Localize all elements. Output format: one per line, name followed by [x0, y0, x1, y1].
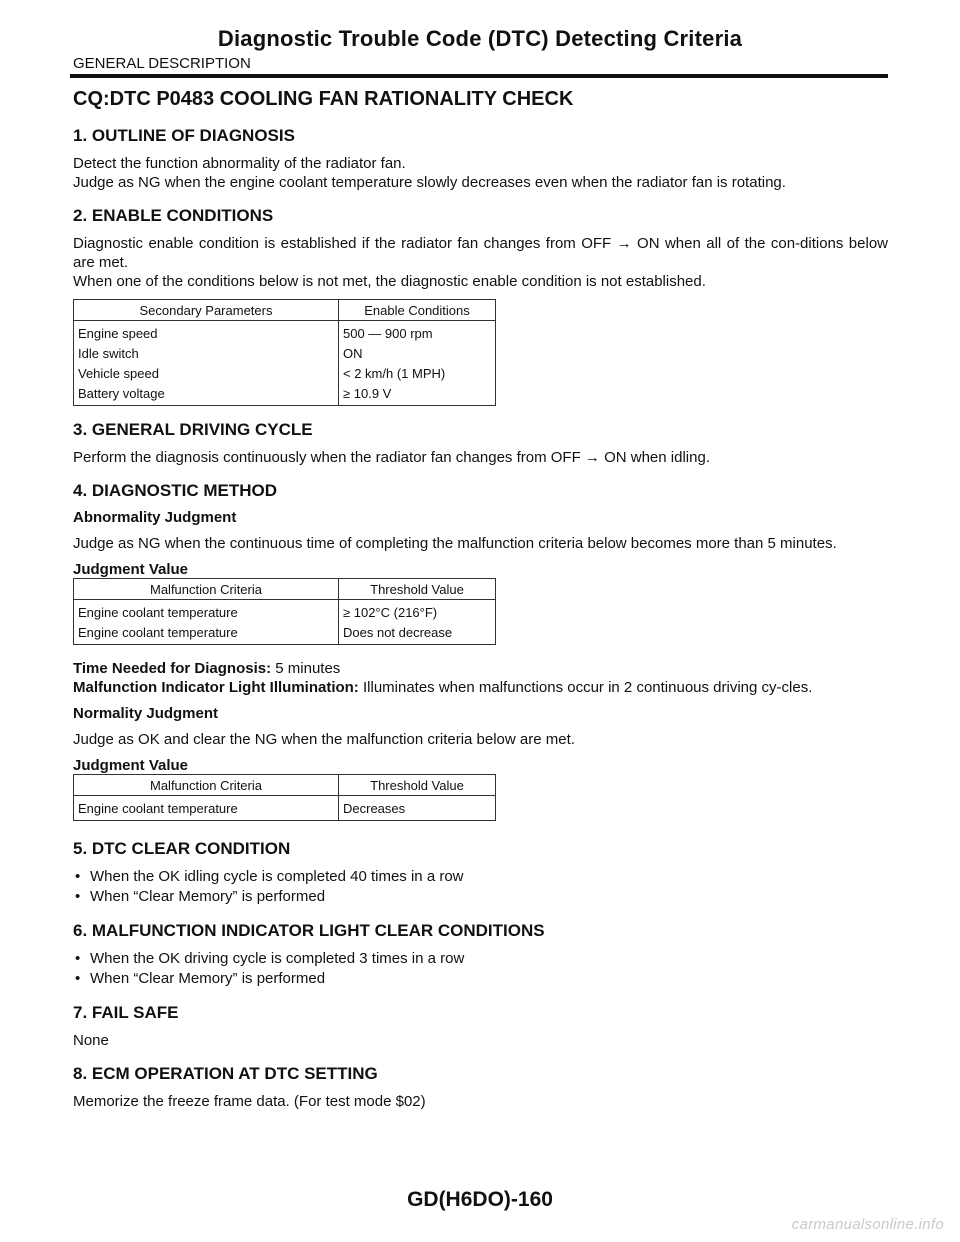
ecm-operation-text: Memorize the freeze frame data. (For test mode $02) [73, 1093, 426, 1110]
judgment-value-label: Judgment Value [73, 561, 189, 578]
normality-table [73, 774, 496, 821]
table-header: Threshold Value [339, 579, 496, 600]
outline-line-2: Judge as NG when the engine coolant temperature slowly decreases even when the radiator fan is rotating. [73, 174, 786, 191]
mil-value: Illuminates when malfunctions occur in 2 continuous driving cy-cles. [358, 679, 813, 696]
list-item: • When “Clear Memory” is performed [73, 969, 888, 989]
table-cell: Engine coolant temperature [74, 796, 339, 821]
mil-label: Malfunction Indicator Light Illumination: [73, 679, 359, 696]
header-rule [70, 74, 888, 78]
judgment-value-label: Judgment Value [73, 757, 189, 774]
table-cell: ON [339, 343, 496, 363]
mil-clear-list [73, 949, 888, 989]
table-cell: Decreases [339, 796, 496, 821]
outline-line-1: Detect the function abnormality of the radiator fan. [73, 155, 406, 172]
dtc-clear-list [73, 867, 888, 907]
enable-conditions-table [73, 299, 496, 406]
fail-safe-text: None [73, 1032, 109, 1049]
table-cell: ≥ 102°C (216°F) [339, 600, 496, 623]
section-8-heading: 8. ECM OPERATION AT DTC SETTING [73, 1064, 378, 1083]
section-5-heading: 5. DTC CLEAR CONDITION [73, 839, 291, 858]
page-number: GD(H6DO)-160 [407, 1188, 553, 1211]
document-title: CQ:DTC P0483 COOLING FAN RATIONALITY CHECK [73, 88, 574, 110]
table-row [74, 383, 496, 406]
table-cell: Engine coolant temperature [74, 600, 339, 623]
section-1-heading: 1. OUTLINE OF DIAGNOSIS [73, 126, 295, 145]
document-body [73, 88, 888, 1116]
mil-line [73, 678, 888, 697]
list-item: • When the OK idling cycle is completed 40 times in a row [73, 867, 888, 887]
table-header: Malfunction Criteria [74, 775, 339, 796]
list-item: • When “Clear Memory” is performed [73, 887, 888, 907]
time-needed-line [73, 659, 888, 678]
section-3-heading: 3. GENERAL DRIVING CYCLE [73, 420, 313, 439]
table-cell: ≥ 10.9 V [339, 383, 496, 406]
section-4-heading: 4. DIAGNOSTIC METHOD [73, 481, 278, 500]
table-cell: Engine speed [74, 321, 339, 344]
table-cell: 500 — 900 rpm [339, 321, 496, 344]
table-row [74, 600, 496, 623]
time-needed-label: Time Needed for Diagnosis: [73, 660, 272, 677]
enable-line-2: When one of the conditions below is not met, the diagnostic enable condition is not established. [73, 273, 706, 290]
driving-cycle-text: Perform the diagnosis continuously when the radiator fan changes from OFF → ON when idling. [73, 449, 710, 466]
abnormality-table [73, 578, 496, 645]
abnormality-text: Judge as NG when the continuous time of completing the malfunction criteria below becomes more than 5 minutes. [73, 535, 837, 552]
table-cell: < 2 km/h (1 MPH) [339, 363, 496, 383]
abnormality-heading: Abnormality Judgment [73, 509, 237, 526]
section-7-heading: 7. FAIL SAFE [73, 1003, 179, 1022]
table-row [74, 622, 496, 645]
table-row [74, 363, 496, 383]
page-title: Diagnostic Trouble Code (DTC) Detecting Criteria [217, 26, 743, 51]
list-item: • When the OK driving cycle is completed 3 times in a row [73, 949, 888, 969]
table-header: Enable Conditions [339, 300, 496, 321]
section-6-heading: 6. MALFUNCTION INDICATOR LIGHT CLEAR CONDITIONS [73, 921, 545, 940]
table-cell: Vehicle speed [74, 363, 339, 383]
section-label: GENERAL DESCRIPTION [73, 55, 251, 72]
table-header: Threshold Value [339, 775, 496, 796]
table-header: Malfunction Criteria [74, 579, 339, 600]
table-row [74, 343, 496, 363]
watermark: carmanualsonline.info [791, 1216, 944, 1233]
table-header: Secondary Parameters [74, 300, 339, 321]
normality-text: Judge as OK and clear the NG when the malfunction criteria below are met. [73, 731, 575, 748]
section-2-heading: 2. ENABLE CONDITIONS [73, 206, 274, 225]
table-cell: Engine coolant temperature [74, 622, 339, 645]
enable-line-1: Diagnostic enable condition is established if the radiator fan changes from OFF → ON when all of the con-ditions below are met. [73, 235, 888, 271]
table-cell: Idle switch [74, 343, 339, 363]
table-cell: Battery voltage [74, 383, 339, 406]
normality-heading: Normality Judgment [73, 705, 219, 722]
time-needed-value: 5 minutes [271, 660, 341, 677]
table-row [74, 796, 496, 821]
table-row [74, 321, 496, 344]
table-cell: Does not decrease [339, 622, 496, 645]
